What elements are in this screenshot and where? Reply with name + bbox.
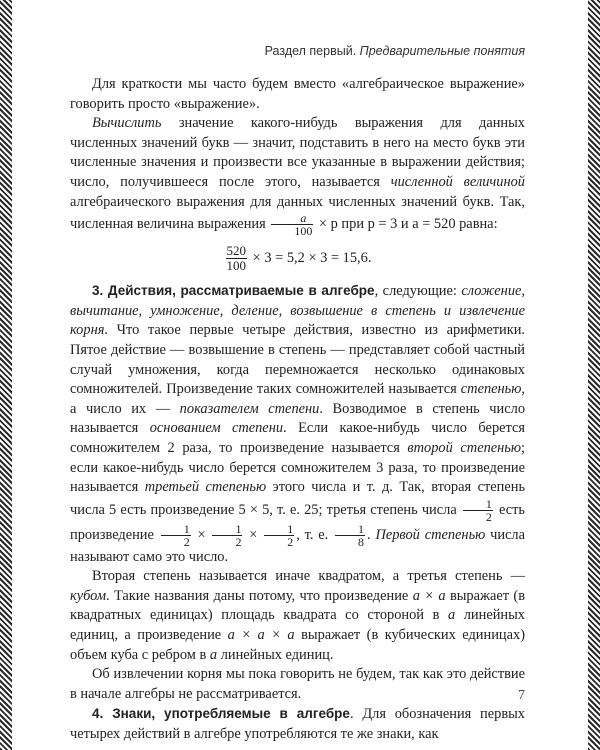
text: , а число их — [70,381,525,417]
paragraph-root: Об извлечении корня мы пока говорить не будем, так как это действие в начале алгебры не рассматривается. [70,666,525,702]
var-a: a [209,646,218,663]
text: . Такие названия даны потому, что произведение [106,587,413,604]
fraction-520-over-100 [226,244,248,273]
text: линейных единиц. [217,646,334,663]
fraction-one-half [463,498,493,523]
fraction-denominator: 100 [226,258,247,274]
paragraph-expression: Для краткости мы часто будем вместо «алгебраическое выражение» говорить просто «выражение». [70,76,525,112]
term-third-power: третьей степенью [144,479,267,496]
term-power: степенью [460,381,522,398]
fraction-denominator: 2 [287,534,294,549]
text: числа называют само это число. [70,526,525,565]
left-border-decoration [0,0,12,750]
text: , следующие: [374,283,462,300]
term-cube: кубом [70,587,106,604]
fraction-numerator: 1 [335,523,365,536]
fraction-one-half [161,523,191,548]
text: . Что такое первые четыре действия, известно из арифметики. Пятое действие — возвышение в степень — представляет собой частный случай умножения, когда перемножается несколько одинаковых сомножителей. Произведение таких сомножителей называется [70,322,525,398]
fraction-one-half [264,523,294,548]
text: . Возводимое в степень число называется [70,400,526,437]
text: . Для обозначения первых четырех действий в алгебре употребляются те же знаки, как [70,706,525,743]
text: линейных единиц, а произведение [70,607,525,644]
expr-a-times-a: a × a [412,587,446,604]
text: этого числа и т. д. Так, вторая степень числа 5 есть произведение 5 × 5, т. е. 25; третья степень числа [70,479,526,518]
times-sign: × [244,526,263,543]
section-4-heading: 4. Знаки, употребляемые в алгебре [92,706,350,722]
text: значение какого-нибудь выражения для данных численных значений букв — значит, подставить в него на место букв эти численные значения и произвести все указанные в выражении действия; число, получившееся после этого, называется [70,115,525,190]
book-page [70,0,525,750]
inline-product [159,521,297,549]
term-base: основанием степени [149,420,284,437]
term-operations: сложение, вычитание, умножение, деление, возвышение в степень и извлечение корня [70,283,525,339]
term-exponent: показателем степени [179,400,320,417]
running-header [265,44,525,58]
page-number: 7 [518,688,525,703]
fraction-numerator: 1 [264,523,294,536]
text: ; если какое-нибудь число берется сомножителем 3 раза, то произведение называется [70,439,525,496]
text: . Если какое-нибудь число берется сомножителем 2 раза, то произведение называется [70,420,525,456]
fraction-one-eighth [335,523,365,548]
expr-a-times-a-times-a: a × a × a [227,627,295,644]
inline-fraction-expression [269,211,498,239]
fraction-denominator: 2 [235,534,242,549]
fraction-a-over-100 [271,212,313,237]
term-first-power: Первой степенью [375,526,486,543]
term-numeric-value: численной величиной [390,173,526,190]
equation-rest: × 3 = 5,2 × 3 = 15,6. [249,250,372,267]
fraction-numerator: 1 [212,523,242,536]
fraction-denominator: 8 [358,534,365,549]
text: выражает (в кубических единицах) объем куба с ребром в [70,627,525,663]
text: алгебраического выражения для данных численных значений букв. Так, численная величина выражения [70,193,525,232]
var-a: a [447,607,456,624]
fraction-one-half [212,523,242,548]
fraction-numerator: 1 [463,498,493,511]
fraction-denominator: 2 [183,534,190,549]
text: выражает (в квадратных единицах) площадь квадрата со стороной в [70,587,525,624]
page-body [70,75,525,745]
fraction-numerator: 520 [226,243,247,259]
right-border-decoration [588,0,600,750]
section-3-heading: 3. Действия, рассматриваемые в алгебре [92,283,375,299]
text: , т. е. [296,526,329,543]
fraction-denominator: 2 [485,509,492,524]
display-equation [70,241,525,275]
fraction-numerator: 1 [161,523,191,536]
header-section: Раздел первый. [264,44,357,58]
term-second-power: второй степенью [407,439,521,456]
paragraph-section-3 [70,281,525,567]
fraction-numerator: a [271,212,313,225]
times-sign: × [192,526,211,543]
text: . [367,526,376,543]
text: есть произведение [70,501,525,543]
text: Вторая степень называется иначе квадратом, а третья степень — [92,568,525,585]
term-evaluate: Вычислить [92,115,162,132]
header-title: Предварительные понятия [359,44,525,58]
paragraph-square-cube [70,567,525,665]
paragraph-section-4 [70,704,525,744]
paragraph-evaluate [70,114,525,237]
text: × p при p = 3 и a = 520 равна: [315,215,498,232]
fraction-denominator: 100 [294,224,313,239]
